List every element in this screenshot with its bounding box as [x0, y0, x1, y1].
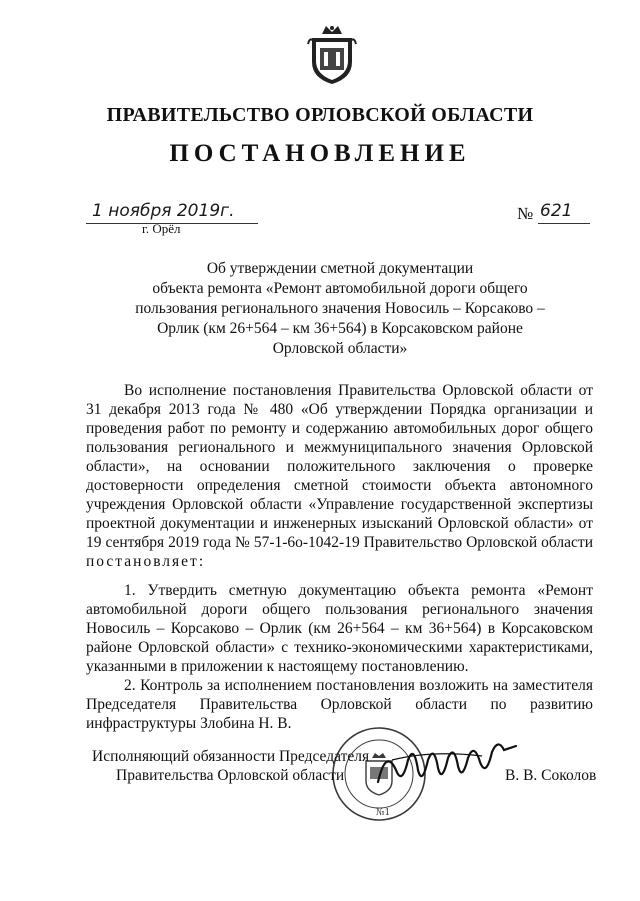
item-2-paragraph: 2. Контроль за исполнением постановления возложить на заместителя Председателя Правительства Орловской области по развитию инфраструктуры Злобина Н. В. [86, 677, 593, 732]
item-1-paragraph: 1. Утвердить сметную документацию объекта ремонта «Ремонт автомобильной дороги общего пользования регионального значения Новосиль – Корсаково – Орлик (км 26+564 – км 36+564) в Корсаковском районе Орловской области» с технико-экономическими характеристиками, указанными в приложении к настоящему постановлению. [86, 582, 593, 675]
document-subject [120, 259, 560, 359]
svg-text:№1: №1 [376, 808, 391, 818]
preamble-paragraph [86, 381, 593, 571]
number-label: № [517, 204, 534, 223]
organization-title: ПРАВИТЕЛЬСТВО ОРЛОВСКОЙ ОБЛАСТИ [106, 104, 534, 126]
coat-of-arms-icon [306, 24, 358, 86]
preamble-action: постановляет: [86, 553, 206, 570]
subject-line: пользования регионального значения Новосиль – Корсаково – [135, 300, 545, 317]
paragraph-gap [86, 571, 593, 581]
signatory-title-line2: Правительства Орловской области [116, 767, 345, 784]
document-number: 621 [540, 201, 573, 221]
subject-line: Об утверждении сметной документации [206, 260, 474, 277]
number-underline [538, 223, 590, 224]
handwritten-signature-icon [372, 730, 522, 790]
subject-line: объекта ремонта «Ремонт автомобильной дороги общего [152, 280, 528, 297]
signatory-name: В. В. Соколов [505, 767, 597, 784]
signatory-title-line1: Исполняющий обязанности Председателя [92, 748, 370, 765]
subject-line: Орловской области» [272, 340, 408, 357]
document-body [86, 381, 593, 733]
document-date: 1 ноября 2019г. [92, 201, 235, 221]
document-city: г. Орёл [142, 221, 181, 236]
subject-line: Орлик (км 26+564 – км 36+564) в Корсаковском районе [157, 320, 523, 337]
document-type-title: ПОСТАНОВЛЕНИЕ [169, 140, 471, 167]
preamble-text: Во исполнение постановления Правительства Орловской области от 31 декабря 2013 года № 480 «Об утверждении Порядка организации и проведения работ по ремонту и содержанию автомобильных дорог общего пользования регионального и межмуниципального значения Орловской области», на основании положительного заключения о проверке достоверности определения сметной стоимости объекта автономного учреждения Орловской области «Управление государственной экспертизы проектной документации и инженерных изысканий Орловской области» от 19 сентября 2019 года № 57-1-6о-1042-19 Правительство Орловской области [86, 382, 593, 551]
